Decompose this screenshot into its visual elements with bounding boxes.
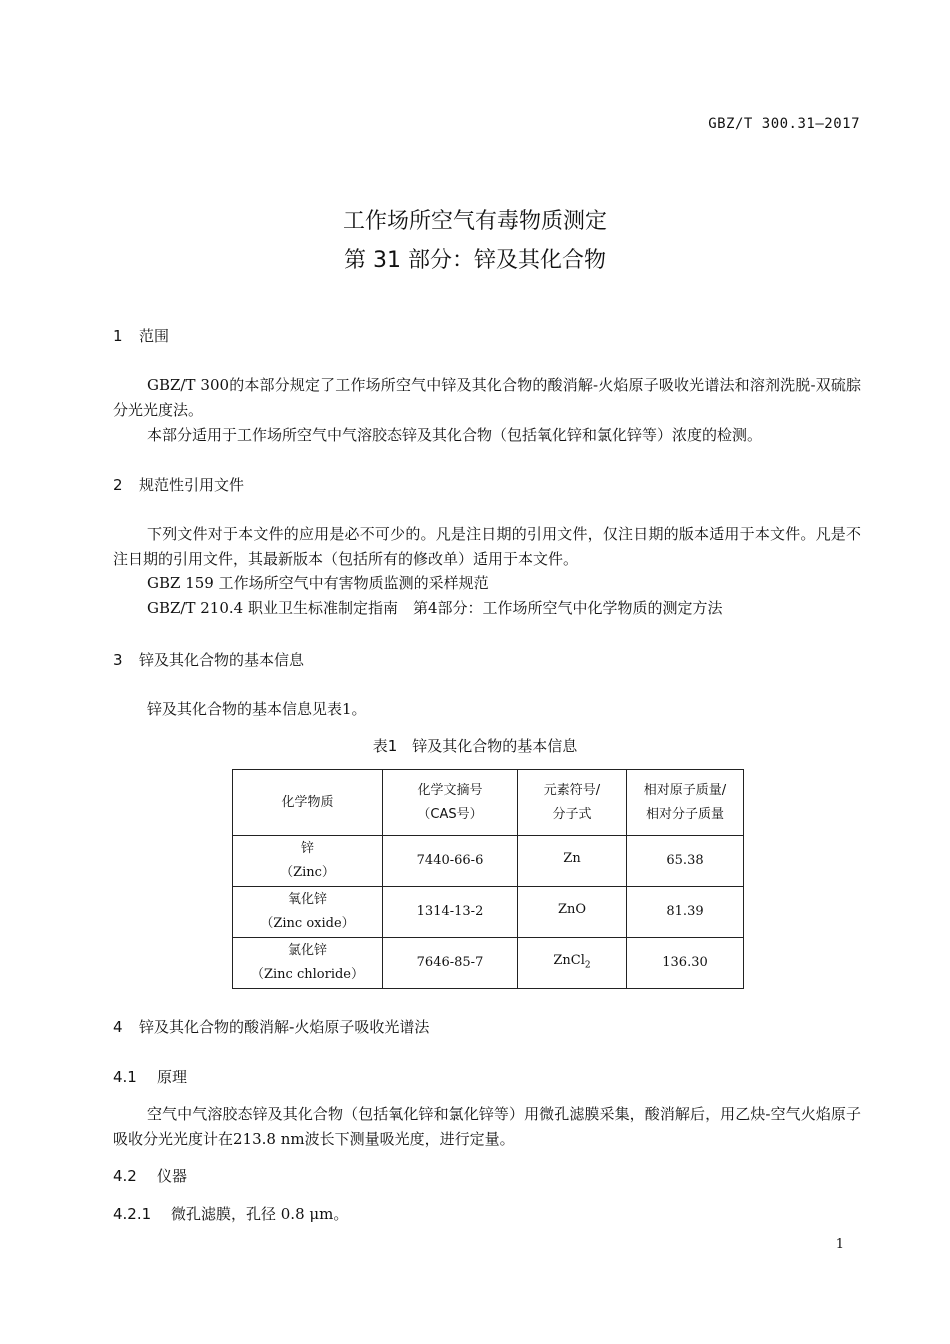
- header-text: 元素符号/: [543, 782, 601, 798]
- standard-code: GBZ/T 300.31—2017: [708, 116, 860, 132]
- header-text: 化学物质: [281, 794, 334, 810]
- section-number: 4.1: [113, 1068, 137, 1086]
- header-text: 相对原子质量/: [643, 782, 727, 798]
- table-row: [233, 887, 744, 938]
- section-4-1-paragraph: 空气中气溶胶态锌及其化合物（包括氧化锌和氯化锌等）用微孔滤膜采集，酸消解后，用乙炔-空气火焰原子吸收分光光度计在213.8 nm波长下测量吸光度，进行定量。: [113, 1105, 861, 1148]
- section-1-paragraph-2: 本部分适用于工作场所空气中气溶胶态锌及其化合物（包括氧化锌和氯化锌等）浓度的检测。: [147, 426, 763, 444]
- section-number: 2: [113, 476, 123, 494]
- section-title: 范围: [139, 327, 170, 345]
- section-title: 仪器: [157, 1167, 188, 1185]
- section-title: 锌及其化合物的基本信息: [139, 651, 305, 669]
- cell-mass: 65.38: [627, 836, 744, 887]
- cell-mass: 136.30: [627, 938, 744, 989]
- header-text: 化学文摘号: [417, 782, 483, 798]
- table-row: [233, 938, 744, 989]
- section-number: 3: [113, 651, 123, 669]
- section-3-heading: [113, 649, 304, 670]
- table-header-row: [233, 770, 744, 836]
- header-chemical: [233, 770, 383, 836]
- section-3-paragraph-1: 锌及其化合物的基本信息见表1。: [147, 700, 367, 718]
- cell-chemical: [233, 938, 383, 989]
- section-title: 原理: [157, 1068, 188, 1086]
- section-title: 规范性引用文件: [139, 476, 245, 494]
- chemical-name: 氧化锌: [287, 892, 327, 907]
- section-2-paragraph-1: 下列文件对于本文件的应用是必不可少的。凡是注日期的引用文件，仅注日期的版本适用于本文件。凡是不注日期的引用文件，其最新版本（包括所有的修改单）适用于本文件。: [113, 525, 861, 568]
- table-1-title: 表1 锌及其化合物的基本信息: [372, 737, 578, 755]
- section-number: 4.2.1: [113, 1205, 152, 1223]
- section-2-heading: [113, 474, 244, 495]
- chemical-name: 锌: [300, 841, 314, 856]
- formula: Zn: [563, 850, 581, 866]
- basic-info-table: [232, 769, 744, 989]
- chemical-name: 氯化锌: [287, 943, 327, 958]
- section-1-paragraph-1: GBZ/T 300的本部分规定了工作场所空气中锌及其化合物的酸消解-火焰原子吸收光谱法和溶剂洗脱-双硫腙分光光度法。: [113, 376, 861, 419]
- header-cas: [383, 770, 518, 836]
- cell-formula: [518, 938, 627, 989]
- cell-cas: 1314-13-2: [383, 887, 518, 938]
- section-4-1-heading: [113, 1066, 187, 1087]
- section-4-2-heading: [113, 1165, 187, 1186]
- section-number: 4.2: [113, 1167, 137, 1185]
- section-4-2-1-item: [113, 1203, 348, 1224]
- reference-gbz-t-210-4: GBZ/T 210.4 职业卫生标准制定指南 第4部分：工作场所空气中化学物质的测定方法: [147, 599, 723, 617]
- document-subtitle: 第 31 部分：锌及其化合物: [344, 248, 606, 273]
- page-number: 1: [835, 1237, 844, 1252]
- header-text: （CAS号）: [417, 806, 483, 822]
- section-number: 1: [113, 327, 123, 345]
- section-title: 锌及其化合物的酸消解-火焰原子吸收光谱法: [139, 1018, 430, 1036]
- cell-chemical: [233, 887, 383, 938]
- cell-formula: [518, 887, 627, 938]
- cell-mass: 81.39: [627, 887, 744, 938]
- header-text: 分子式: [552, 806, 592, 822]
- document-title: 工作场所空气有毒物质测定: [342, 209, 607, 234]
- header-text: 相对分子质量: [645, 806, 724, 822]
- formula: ZnCl: [553, 952, 585, 968]
- header-mass: [627, 770, 744, 836]
- formula: ZnO: [557, 901, 587, 917]
- section-1-heading: [113, 325, 169, 346]
- header-formula: [518, 770, 627, 836]
- cell-chemical: [233, 836, 383, 887]
- chemical-name-en: （Zinc oxide）: [260, 916, 355, 931]
- cell-cas: 7440-66-6: [383, 836, 518, 887]
- table-row: [233, 836, 744, 887]
- cell-formula: [518, 836, 627, 887]
- section-number: 4: [113, 1018, 123, 1036]
- section-4-heading: [113, 1016, 429, 1037]
- reference-gbz-159: GBZ 159 工作场所空气中有害物质监测的采样规范: [147, 574, 489, 592]
- formula-subscript: 2: [584, 960, 591, 971]
- cell-cas: 7646-85-7: [383, 938, 518, 989]
- chemical-name-en: （Zinc chloride）: [250, 967, 364, 982]
- item-text: 微孔滤膜，孔径 0.8 μm。: [171, 1205, 349, 1223]
- chemical-name-en: （Zinc）: [280, 865, 335, 880]
